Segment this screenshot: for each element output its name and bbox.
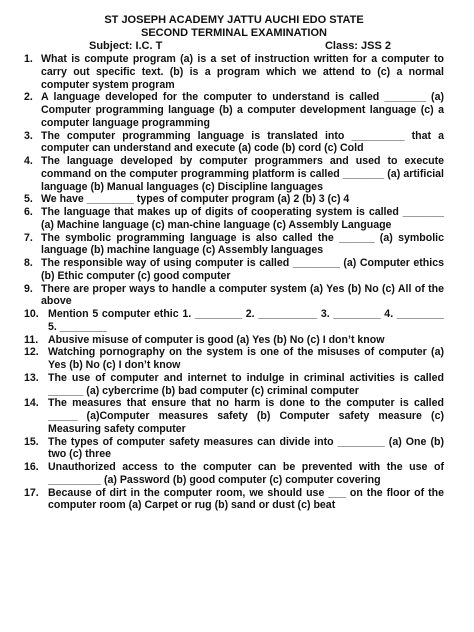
- question-text: The measures that ensure that no harm is done to the computer is called _____ (a)Computer measures safety (b) Computer safety measure (c) Measuring safety computer: [48, 397, 444, 435]
- question-item: [24, 130, 444, 156]
- question-item: [24, 346, 444, 372]
- question-text: Abusive misuse of computer is good (a) Yes (b) No (c) I don’t know: [48, 333, 385, 346]
- question-item: [24, 397, 444, 435]
- class-label: Class: JSS 2: [324, 40, 391, 52]
- question-number: 4.: [24, 155, 33, 167]
- question-item: [24, 334, 444, 347]
- question-number: 13.: [24, 371, 39, 384]
- question-text: Unauthorized access to the computer can be prevented with the use of _________ (a) Password (b) good computer (c) computer covering: [48, 461, 444, 486]
- question-text: Mention 5 computer ethic 1. ________ 2. __________ 3. ________ 4. ________ 5. ________: [48, 308, 444, 333]
- question-number: 17.: [24, 486, 39, 499]
- question-text: Watching pornography on the system is one of the misuses of computer (a) Yes (b) No (c) I don’t know: [48, 346, 444, 371]
- question-item: [24, 308, 444, 334]
- question-item: [24, 461, 444, 487]
- question-text: The use of computer and internet to indulge in criminal activities is called ______ (a) cybercrime (b) bad computer (c) criminal computer: [48, 371, 444, 397]
- question-text: The language that makes up of digits of cooperating system is called _______ (a) Machine language (c) man-chine language (c) Assembly Language: [41, 206, 444, 231]
- question-item: [24, 487, 444, 513]
- question-number: 15.: [24, 435, 39, 448]
- question-text: The computer programming language is translated into _________ that a computer can understand and execute (a) code (b) cord (c) Cold: [41, 129, 444, 155]
- question-number: 16.: [24, 461, 39, 473]
- question-item: [24, 436, 444, 462]
- school-title: ST JOSEPH ACADEMY JATTU AUCHI EDO STATE: [104, 14, 364, 26]
- question-text: Because of dirt in the computer room, we should use ___ on the floor of the computer room (a) Carpet or rug (b) sand or dust (c) beat: [48, 486, 444, 512]
- question-number: 2.: [24, 91, 33, 104]
- question-number: 3.: [24, 129, 33, 142]
- question-number: 10.: [24, 308, 39, 320]
- question-text: The types of computer safety measures can divide into ________ (a) One (b) two (c) three: [48, 435, 444, 461]
- question-item: [24, 193, 444, 206]
- question-number: 9.: [24, 282, 33, 295]
- question-item: [24, 91, 444, 129]
- question-text: We have ________ types of computer program (a) 2 (b) 3 (c) 4: [41, 193, 350, 206]
- question-list: [24, 53, 444, 512]
- question-text: A language developed for the computer to understand is called _______ (a) Computer programming language (b) a computer development language (c) a computer language programming: [41, 91, 444, 129]
- question-text: What is compute program (a) is a set of instruction written for a computer to carry out specific text. (b) is a program which we attend to (c) a normal computer system program: [41, 53, 444, 91]
- question-item: [24, 257, 444, 283]
- question-item: [24, 283, 444, 309]
- exam-title: SECOND TERMINAL EXAMINATION: [141, 27, 327, 39]
- question-number: 8.: [24, 257, 33, 269]
- question-item: [24, 232, 444, 258]
- subject-class-row: [24, 40, 444, 53]
- question-number: 6.: [24, 206, 33, 218]
- question-text: The responsible way of using computer is called ________ (a) Computer ethics (b) Ethic computer (c) good computer: [41, 257, 444, 282]
- question-item: [24, 372, 444, 398]
- question-number: 11.: [24, 333, 39, 346]
- question-item: [24, 206, 444, 232]
- question-item: [24, 53, 444, 91]
- question-item: [24, 155, 444, 193]
- question-number: 5.: [24, 193, 33, 206]
- subject-label: Subject: I.C. T: [89, 40, 163, 52]
- question-number: 1.: [24, 53, 33, 65]
- question-number: 7.: [24, 231, 33, 244]
- question-text: The language developed by computer programmers and used to execute command on the computer programming platform is called _______ (a) artificial language (b) Manual languages (c) Discipline languages: [41, 155, 444, 193]
- question-text: There are proper ways to handle a computer system (a) Yes (b) No (c) All of the above: [41, 282, 444, 308]
- question-number: 12.: [24, 346, 39, 359]
- question-number: 14.: [24, 397, 39, 410]
- question-text: The symbolic programming language is also called the ______ (a) symbolic language (b) machine language (c) Assembly languages: [41, 231, 444, 257]
